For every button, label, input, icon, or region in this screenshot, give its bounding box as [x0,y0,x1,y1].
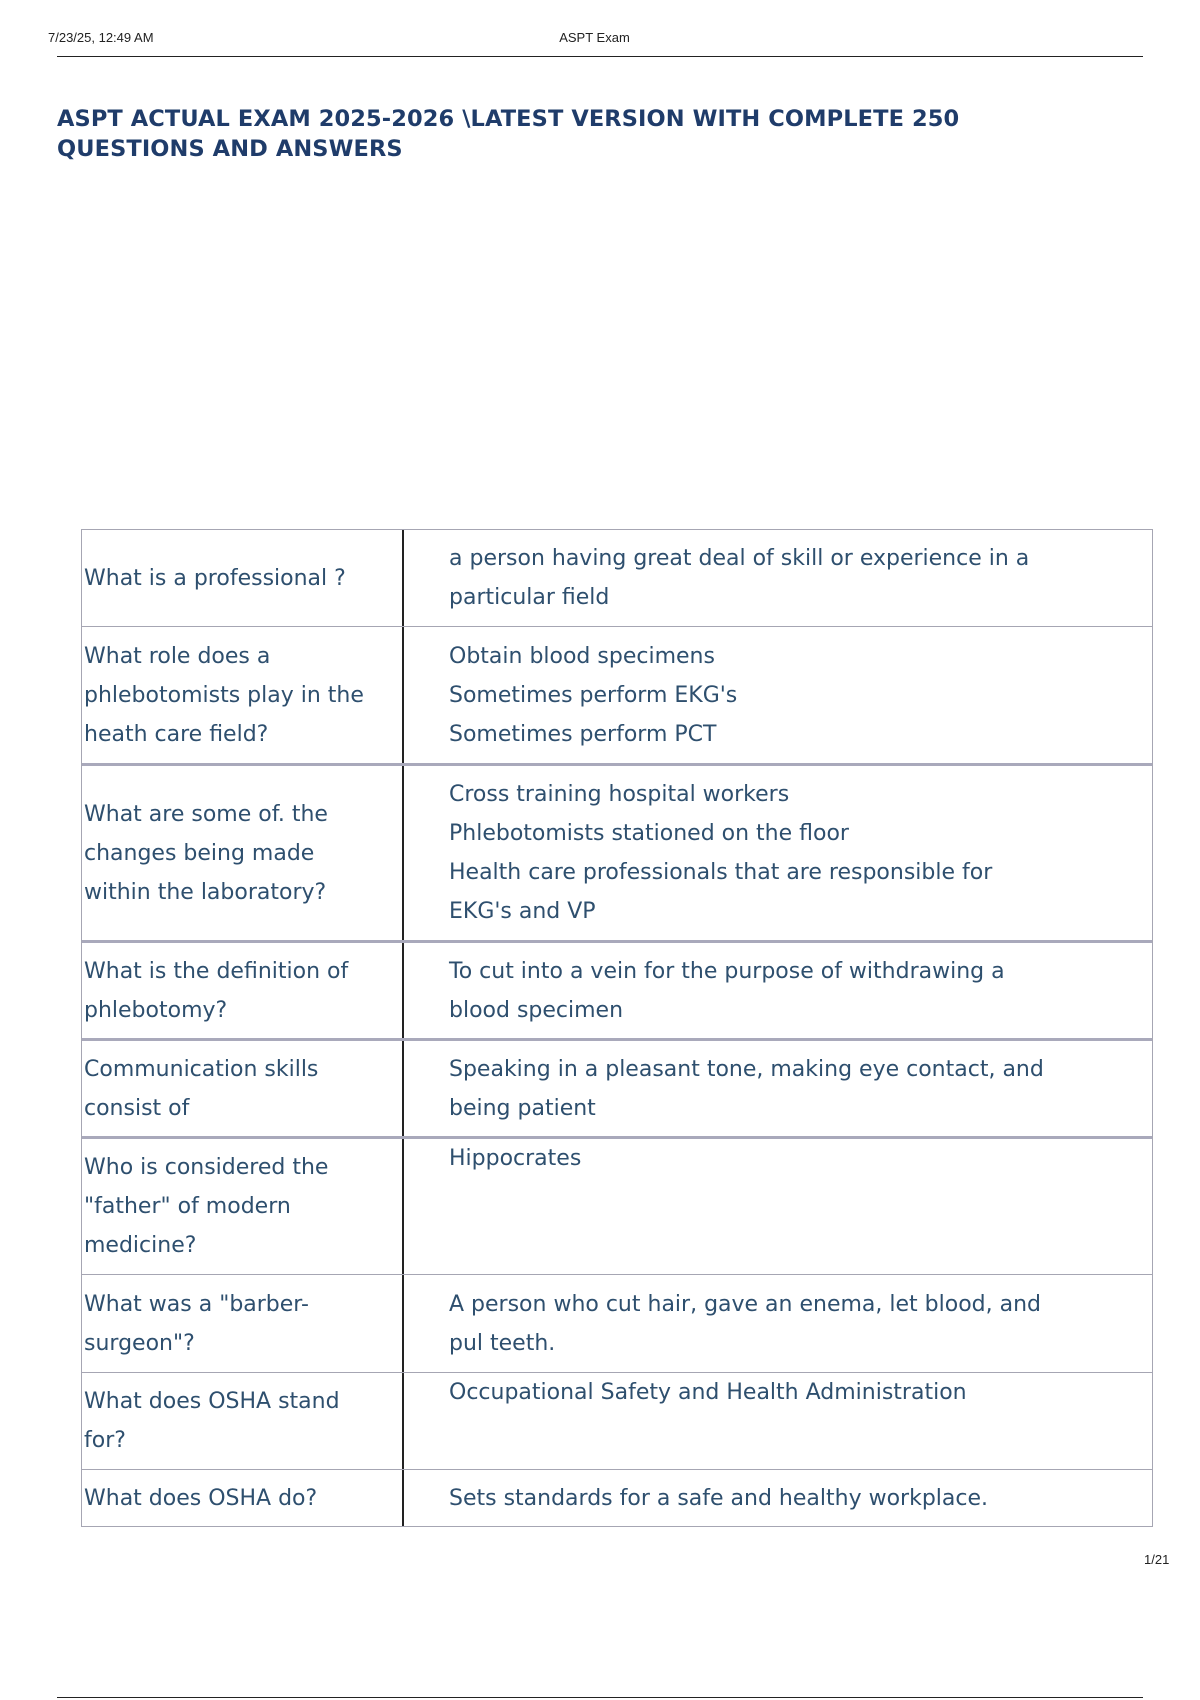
question-cell: What is a professional ? [84,565,346,591]
page-number: 1/21 [1144,1552,1170,1567]
question-cell: What does OSHA do? [84,1485,318,1511]
question-cell: What was a "barber- surgeon"? [84,1291,309,1356]
answer-cell: Hippocrates [402,1139,1152,1274]
answer-cell: a person having great deal of skill or experience in a particular field [402,530,1152,626]
question-cell: Who is considered the "father" of modern medicine? [84,1155,329,1258]
print-datetime: 7/23/25, 12:49 AM [48,30,154,45]
question-cell: What is the definition of phlebotomy? [84,958,349,1023]
qa-table [81,529,1153,1527]
answer-cell: Occupational Safety and Health Administration [402,1373,1152,1469]
table-row [82,1041,1152,1139]
page-title [57,104,1057,164]
answer-cell: A person who cut hair, gave an enema, let blood, and pul teeth. [402,1275,1152,1372]
print-header [48,30,1141,48]
table-row [82,1470,1152,1527]
print-doc-title: ASPT Exam [559,30,630,45]
table-row [82,1373,1152,1470]
page-title-line-2: QUESTIONS AND ANSWERS [57,136,403,162]
table-row [82,627,1152,766]
question-cell: Communication skills consist of [84,1056,319,1121]
answer-cell: To cut into a vein for the purpose of withdrawing a blood specimen [402,943,1152,1038]
table-row [82,766,1152,943]
page-title-line-1: ASPT ACTUAL EXAM 2025-2026 \LATEST VERSION WITH COMPLETE 250 [57,106,960,132]
table-row [82,943,1152,1041]
question-cell: What are some of. the changes being made within the laboratory? [84,801,328,905]
header-divider [57,56,1143,57]
table-row [82,530,1152,627]
answer-cell: Sets standards for a safe and healthy workplace. [402,1470,1152,1526]
table-row [82,1139,1152,1275]
footer-divider [57,1697,1143,1698]
table-row [82,1275,1152,1373]
answer-cell: Cross training hospital workers Phlebotomists stationed on the floor Health care professionals that are responsible for EKG's and VP [402,766,1152,940]
answer-cell: Speaking in a pleasant tone, making eye contact, and being patient [402,1041,1152,1136]
question-cell: What does OSHA stand for? [84,1389,340,1453]
question-cell: What role does a phlebotomists play in the heath care field? [84,643,364,747]
answer-cell: Obtain blood specimens Sometimes perform EKG's Sometimes perform PCT [402,627,1152,763]
